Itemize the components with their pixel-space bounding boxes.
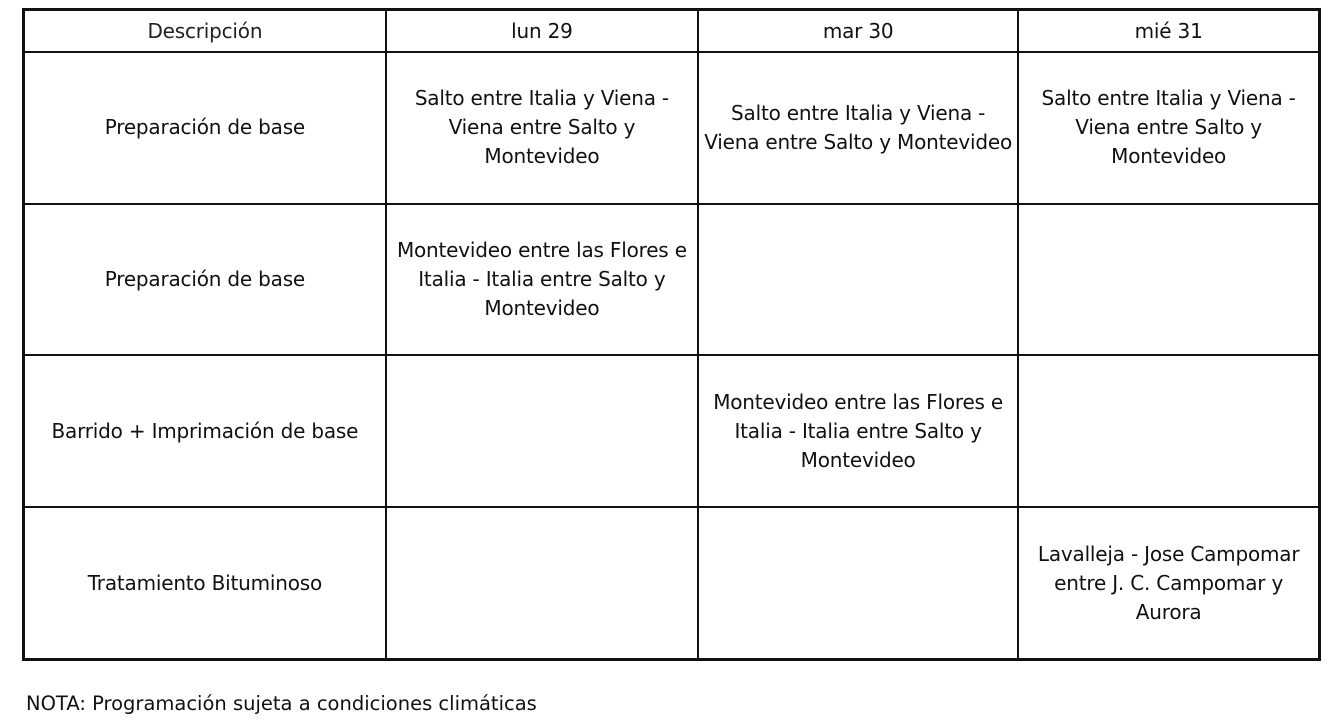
table-cell: Montevideo entre las Flores e Italia - Italia entre Salto y Montevideo	[698, 355, 1018, 507]
row-description: Preparación de base	[24, 204, 386, 356]
table-cell: Salto entre Italia y Viena - Viena entre Salto y Montevideo	[386, 52, 698, 204]
schedule-table	[22, 8, 1321, 661]
header-description: Descripción	[24, 10, 386, 53]
header-day-mie-31: mié 31	[1018, 10, 1319, 53]
row-description: Preparación de base	[24, 52, 386, 204]
table-cell: Salto entre Italia y Viena - Viena entre Salto y Montevideo	[1018, 52, 1319, 204]
table-row	[24, 52, 1320, 204]
table-cell	[698, 507, 1018, 659]
table-cell: Lavalleja - Jose Campomar entre J. C. Campomar y Aurora	[1018, 507, 1319, 659]
table-row	[24, 204, 1320, 356]
note-label: NOTA:	[26, 692, 86, 715]
table-cell	[1018, 355, 1319, 507]
header-day-lun-29: lun 29	[386, 10, 698, 53]
row-description: Tratamiento Bituminoso	[24, 507, 386, 659]
table-cell	[386, 507, 698, 659]
note-text: Programación sujeta a condiciones climáticas	[92, 692, 537, 715]
table-cell	[1018, 204, 1319, 356]
table-row	[24, 507, 1320, 659]
note	[26, 690, 537, 718]
table-row	[24, 355, 1320, 507]
table-cell	[386, 355, 698, 507]
header-row	[24, 10, 1320, 53]
header-day-mar-30: mar 30	[698, 10, 1018, 53]
table-cell: Salto entre Italia y Viena - Viena entre Salto y Montevideo	[698, 52, 1018, 204]
table-cell	[698, 204, 1018, 356]
table-cell: Montevideo entre las Flores e Italia - Italia entre Salto y Montevideo	[386, 204, 698, 356]
row-description: Barrido + Imprimación de base	[24, 355, 386, 507]
